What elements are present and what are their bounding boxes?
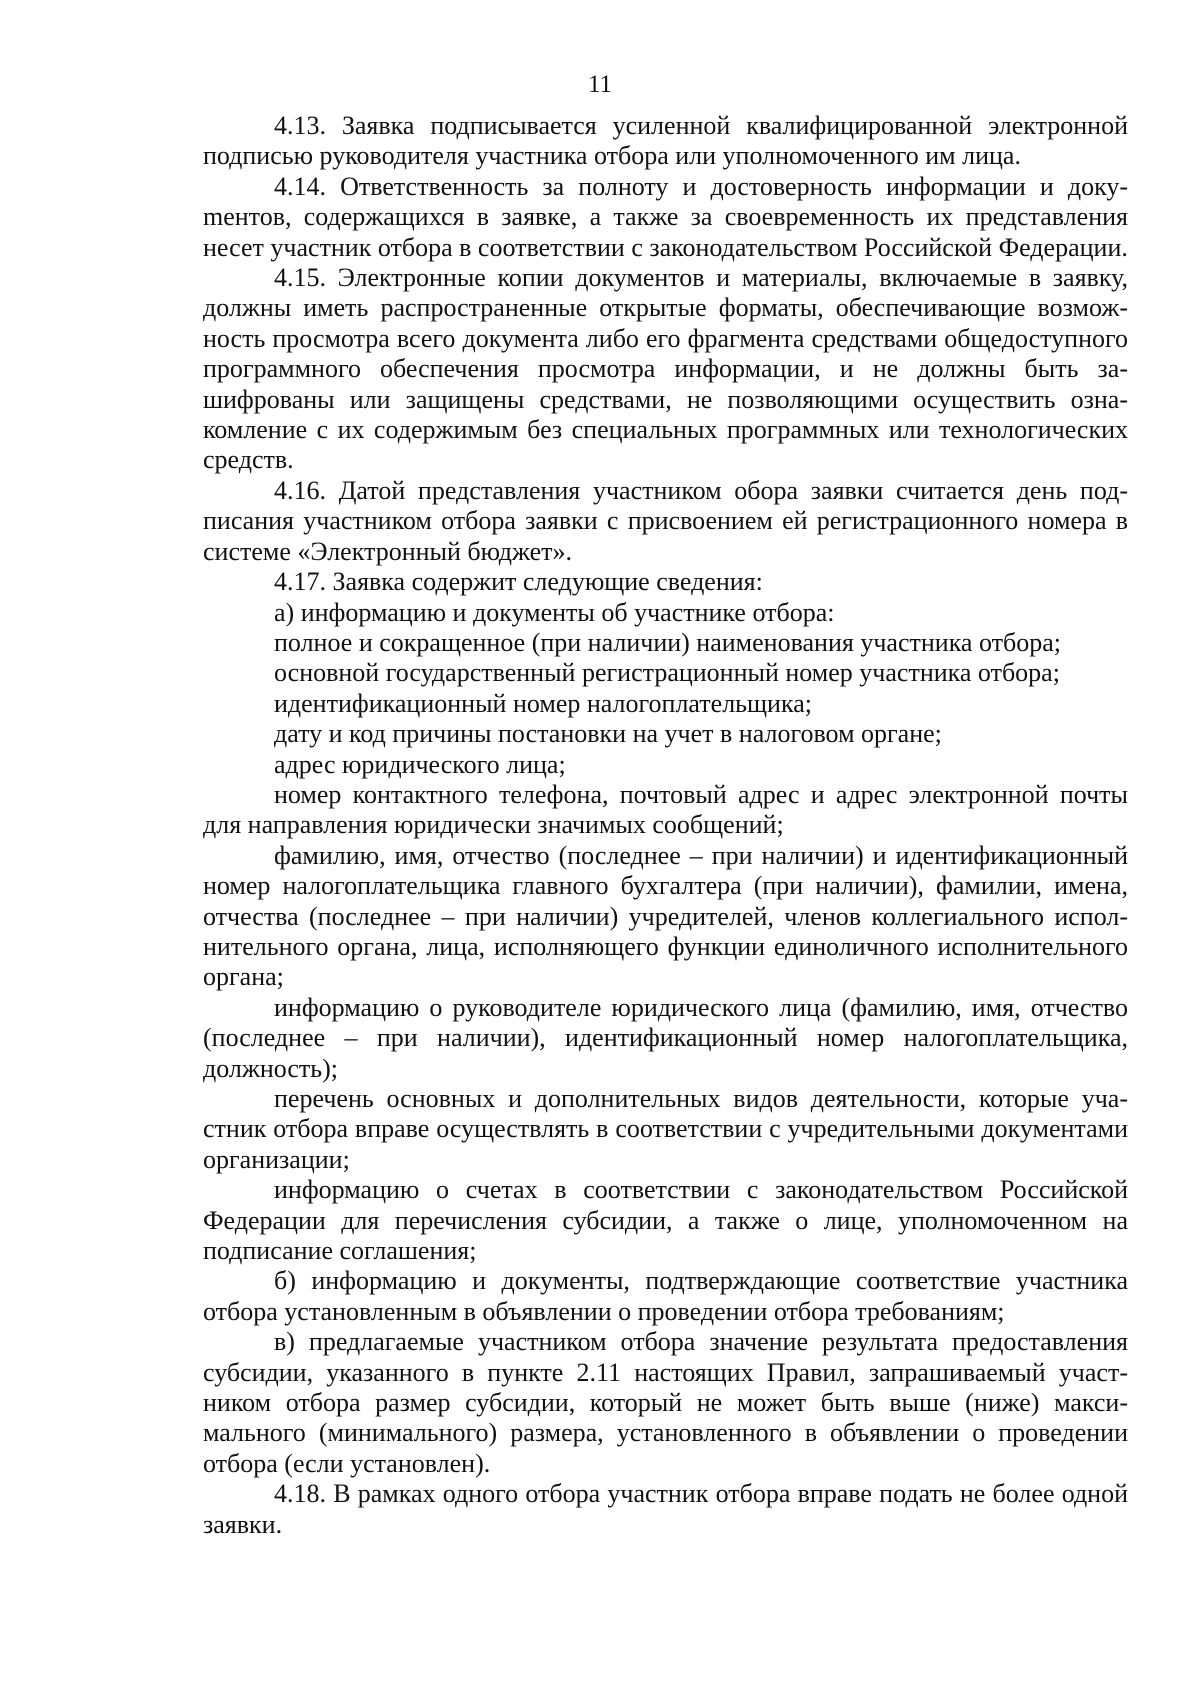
list-item-contacts: номер контактного телефона, почтовый адрес и адрес электронной почты для направления юридически значимых сообщений; <box>203 779 1128 840</box>
document-body <box>203 111 1128 1540</box>
list-item-legal-address: адрес юридического лица; <box>274 749 566 779</box>
list-item-activities: перечень основных и дополнительных видов деятельности, которые участник отбора вправе осуществлять в соответствии с учредительными документами организации; <box>203 1084 1128 1174</box>
page-number: 11 <box>587 71 613 98</box>
list-item-a: а) информацию и документы об участнике отбора: <box>274 597 835 627</box>
list-item-accounts: информацию о счетах в соответствии с законодательством Российской Федерации для перечисления субсидии, а также о лице, уполномоченном на подписание соглашения; <box>203 1175 1128 1266</box>
list-item-inn: идентификационный номер налогоплательщика; <box>274 688 812 718</box>
paragraph-4-15: 4.15. Электронные копии документов и материалы, включаемые в заявку, должны иметь распространенные открытые форматы, обеспечивающие возможность просмотра всего документа либо его фрагмента средствами общедоступного программного обеспечения просмотра информации, и не должны быть зашифрованы или защищены средствами, не позволяющими осуществить ознакомление с их содержимым без специальных программных или технологических средств. <box>203 263 1128 475</box>
list-item-registration-date: дату и код причины постановки на учет в налоговом органе; <box>274 719 942 749</box>
paragraph-4-18: 4.18. В рамках одного отбора участник отбора вправе подать не более одной заявки. <box>203 1479 1128 1539</box>
list-item-director: информацию о руководителе юридического лица (фамилию, имя, отчество (последнее – при наличии), идентификационный номер налогоплательщика, должность); <box>203 992 1128 1083</box>
list-item-full-name: полное и сокращенное (при наличии) наименования участника отбора; <box>274 627 1061 657</box>
paragraph-4-17: 4.17. Заявка содержит следующие сведения: <box>274 567 763 597</box>
list-item-b: б) информацию и документы, подтверждающие соответствие участника отбора установленным в объявлении о проведении отбора требованиям; <box>203 1266 1128 1326</box>
list-item-ogrn: основной государственный регистрационный номер участника отбора; <box>274 658 1060 688</box>
paragraph-4-16: 4.16. Датой представления участником обора заявки считается день подписания участником отбора заявки с присвоением ей регистрационного номера в системе «Электронный бюджет». <box>203 475 1128 566</box>
list-item-persons: фамилию, имя, отчество (последнее – при наличии) и идентификационный номер налогоплательщика главного бухгалтера (при наличии), фамилии, имена, отчества (последнее – при наличии) учредителей, членов коллегиального исполнительного органа, лица, исполняющего функции единоличного исполнительного органа; <box>203 840 1128 992</box>
paragraph-4-14: 4.14. Ответственность за полноту и достоверность информации и докуmентов, содержащихся в заявке, а также за своевременность их представления несет участник отбора в соответствии с законодательством Российской Федерации. <box>203 171 1128 262</box>
list-item-v: в) предлагаемые участником отбора значение результата предоставления субсидии, указанного в пункте 2.11 настоящих Правил, запрашиваемый участником отбора размер субсидии, который не может быть выше (ниже) максимального (минимального) размера, установленного в объявлении о проведении отбора (если установлен). <box>203 1327 1128 1478</box>
paragraph-4-13: 4.13. Заявка подписывается усиленной квалифицированной электронной подписью руководителя участника отбора или уполномоченного им лица. <box>203 111 1128 171</box>
